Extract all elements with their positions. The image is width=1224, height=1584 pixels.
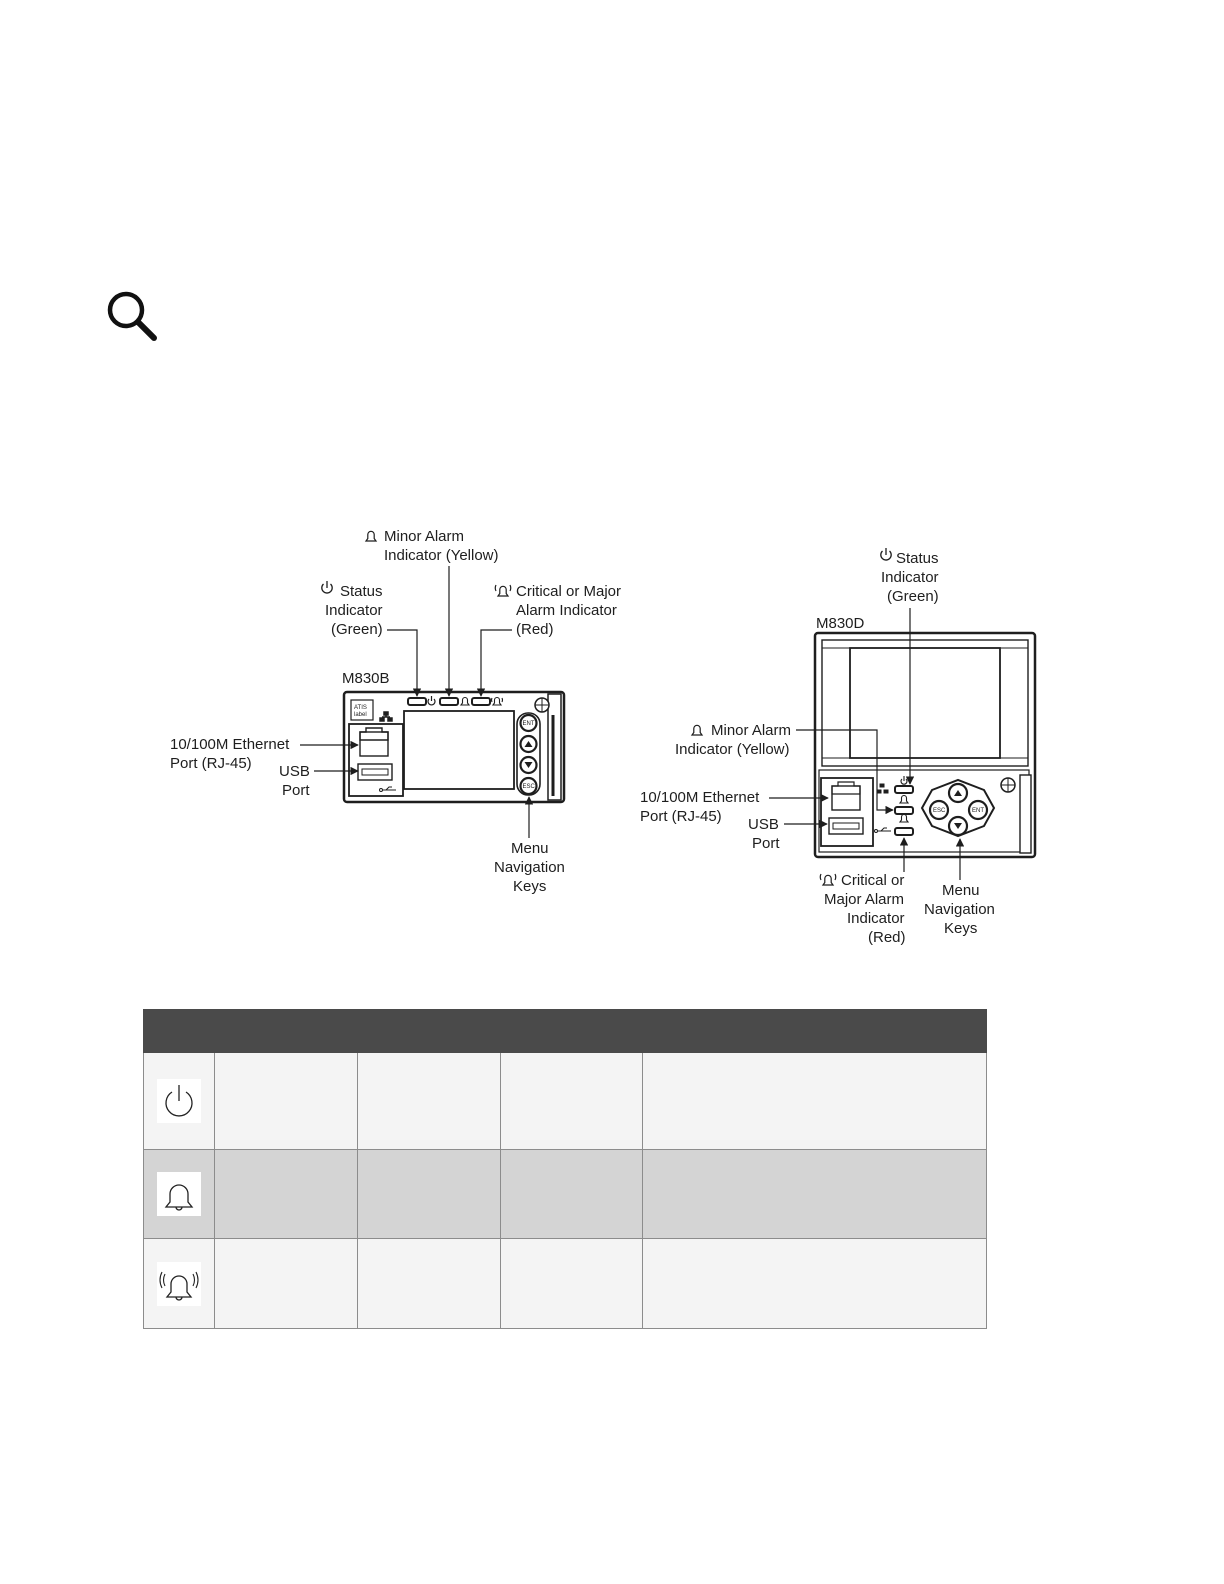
m830b-minor-led bbox=[440, 698, 458, 705]
m830b-esc-key-label: ESC bbox=[522, 784, 535, 790]
m830b-port-panel bbox=[349, 724, 403, 796]
m830d-ent-key-label: ENT bbox=[972, 808, 984, 814]
m830b-critical-label-3: (Red) bbox=[516, 621, 554, 638]
table-header-cell bbox=[144, 1010, 215, 1053]
table-cell bbox=[501, 1150, 643, 1239]
m830d-keys-label-1: Menu bbox=[942, 882, 980, 899]
m830d-usb-port bbox=[829, 818, 863, 834]
m830d-lcd-screen bbox=[850, 648, 1000, 758]
m830b-usb-label-2: Port bbox=[282, 782, 310, 799]
bell-icon bbox=[366, 531, 376, 541]
table-cell bbox=[501, 1239, 643, 1329]
bell-icon bbox=[692, 725, 702, 735]
m830b-minor-label-2: Indicator (Yellow) bbox=[384, 547, 499, 564]
m830d-callout-ethernet bbox=[640, 789, 828, 825]
power-icon bbox=[322, 581, 332, 593]
table-icon-cell bbox=[144, 1239, 215, 1329]
m830b-status-label-3: (Green) bbox=[331, 621, 383, 638]
m830b-keys-label-3: Keys bbox=[513, 878, 547, 895]
m830b-ethernet-label-1: 10/100M Ethernet bbox=[170, 736, 290, 753]
m830d-port-panel bbox=[821, 778, 873, 846]
table-row-status bbox=[144, 1053, 987, 1150]
table-header-row bbox=[144, 1010, 987, 1053]
ringing-bell-icon bbox=[495, 585, 511, 596]
m830d-critical-label-1: Critical or bbox=[841, 872, 905, 889]
m830d-usb-label-2: Port bbox=[752, 835, 780, 852]
m830d-usb-label-1: USB bbox=[748, 816, 779, 833]
table-icon-cell bbox=[144, 1053, 215, 1150]
m830b-usb-label-1: USB bbox=[279, 763, 310, 780]
m830b-usb-port bbox=[358, 764, 392, 780]
m830b-keys-label-2: Navigation bbox=[494, 859, 565, 876]
m830d-status-label-1: Status bbox=[896, 550, 939, 567]
atis-label-line1: ATIS bbox=[354, 705, 367, 711]
m830b-status-label-1: Status bbox=[340, 583, 383, 600]
m830b-diagram bbox=[170, 528, 621, 895]
m830b-ent-key-label: ENT bbox=[522, 721, 535, 727]
m830b-callout-ethernet bbox=[170, 736, 358, 772]
table-icon-cell bbox=[144, 1150, 215, 1239]
table-cell bbox=[501, 1053, 643, 1150]
m830d-critical-label-3: Indicator bbox=[847, 910, 905, 927]
m830d-esc-key-label: ESC bbox=[933, 808, 946, 814]
atis-label-line2: label bbox=[354, 712, 367, 718]
table-row-minor-alarm bbox=[144, 1150, 987, 1239]
indicator-table bbox=[143, 1009, 987, 1329]
m830d-status-led bbox=[895, 786, 913, 793]
m830b-model-label: M830B bbox=[342, 670, 390, 687]
m830d-ethernet-label-2: Port (RJ-45) bbox=[640, 808, 722, 825]
ringing-bell-icon bbox=[157, 1262, 201, 1306]
table-header-cell bbox=[358, 1010, 501, 1053]
m830d-diagram bbox=[640, 548, 1035, 946]
table-cell bbox=[643, 1053, 987, 1150]
table-cell bbox=[358, 1150, 501, 1239]
m830b-status-label-2: Indicator bbox=[325, 602, 383, 619]
m830b-critical-led bbox=[472, 698, 490, 705]
table-cell bbox=[215, 1053, 358, 1150]
m830d-keys-label-3: Keys bbox=[944, 920, 978, 937]
m830d-minor-label-2: Indicator (Yellow) bbox=[675, 741, 790, 758]
m830b-status-led bbox=[408, 698, 426, 705]
m830b-callout-critical bbox=[481, 583, 621, 696]
m830d-keys-label-2: Navigation bbox=[924, 901, 995, 918]
power-icon bbox=[157, 1079, 201, 1123]
bell-icon bbox=[157, 1172, 201, 1216]
m830d-minor-label-1: Minor Alarm bbox=[711, 722, 792, 739]
ringing-bell-icon bbox=[820, 874, 836, 885]
m830b-critical-label-2: Alarm Indicator bbox=[516, 602, 617, 619]
m830d-model-label: M830D bbox=[816, 615, 865, 632]
table-cell bbox=[215, 1150, 358, 1239]
table-header-cell bbox=[215, 1010, 358, 1053]
m830b-minor-label-1: Minor Alarm bbox=[384, 528, 465, 545]
table-row-critical-alarm bbox=[144, 1239, 987, 1329]
power-icon bbox=[881, 548, 891, 560]
m830b-ethernet-label-2: Port (RJ-45) bbox=[170, 755, 252, 772]
m830d-minor-led bbox=[895, 807, 913, 814]
table-header-cell bbox=[501, 1010, 643, 1053]
table-cell bbox=[643, 1239, 987, 1329]
m830b-keys-label-1: Menu bbox=[511, 840, 549, 857]
m830d-ethernet-label-1: 10/100M Ethernet bbox=[640, 789, 760, 806]
m830d-critical-label-4: (Red) bbox=[868, 929, 906, 946]
m830d-status-label-3: (Green) bbox=[887, 588, 939, 605]
table-cell bbox=[643, 1150, 987, 1239]
table-cell bbox=[358, 1239, 501, 1329]
m830d-status-label-2: Indicator bbox=[881, 569, 939, 586]
m830d-critical-label-2: Major Alarm bbox=[824, 891, 905, 908]
table-cell bbox=[358, 1053, 501, 1150]
m830d-critical-led bbox=[895, 828, 913, 835]
m830b-critical-label-1: Critical or Major bbox=[516, 583, 622, 600]
table-cell bbox=[215, 1239, 358, 1329]
m830b-callout-keys bbox=[494, 797, 565, 895]
m830b-lcd-screen bbox=[404, 711, 514, 789]
table-header-cell bbox=[643, 1010, 987, 1053]
